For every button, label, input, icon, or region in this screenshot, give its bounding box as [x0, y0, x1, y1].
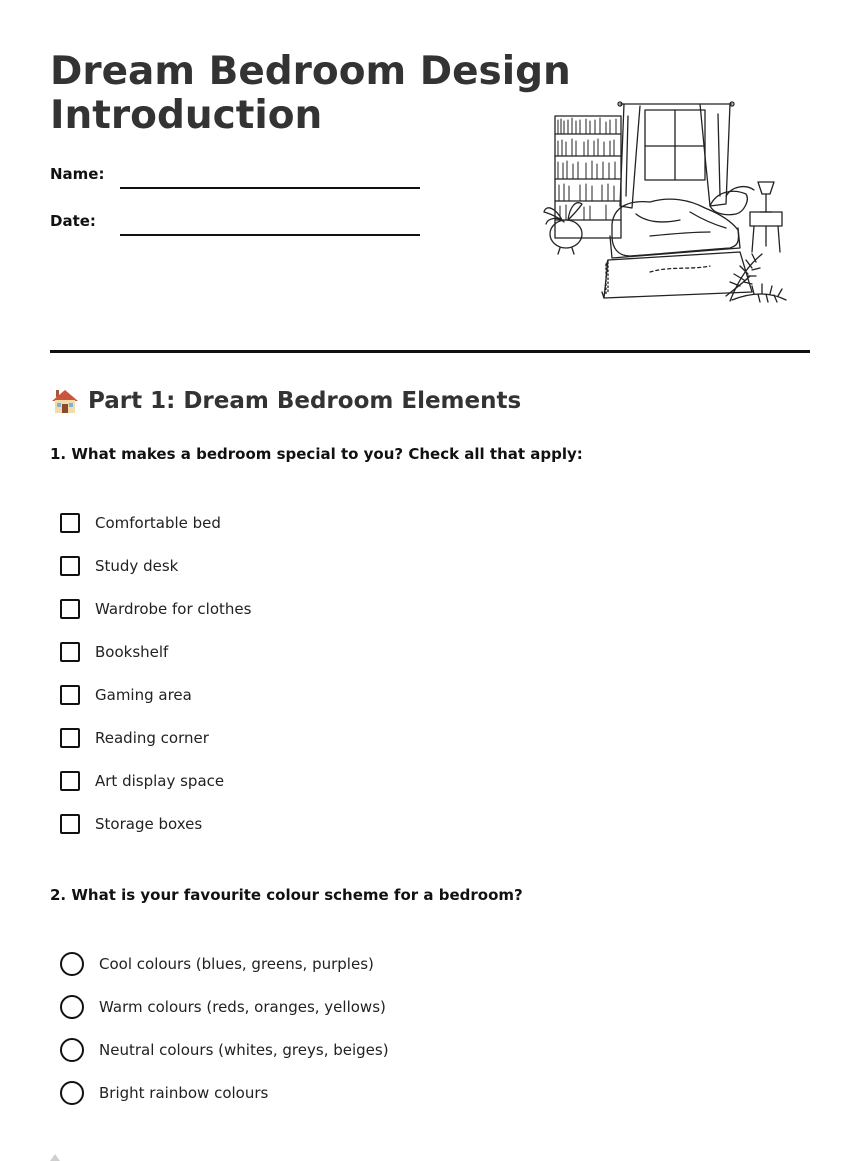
checkbox[interactable]	[60, 685, 80, 705]
radio-label: Cool colours (blues, greens, purples)	[99, 955, 374, 973]
radio-option[interactable]	[60, 994, 386, 1020]
checkbox-option[interactable]	[60, 682, 192, 708]
page-title-line-2: Introduction	[50, 93, 323, 138]
checkbox-option[interactable]	[60, 811, 202, 837]
radio-button[interactable]	[60, 995, 84, 1019]
page-title-line-1: Dream Bedroom Design	[50, 49, 571, 94]
partial-icon	[48, 1153, 62, 1161]
checkbox[interactable]	[60, 771, 80, 791]
radio-label: Bright rainbow colours	[99, 1084, 269, 1102]
checkbox[interactable]	[60, 599, 80, 619]
name-label: Name:	[50, 165, 105, 183]
checkbox-option[interactable]	[60, 510, 221, 536]
checkbox-option[interactable]	[60, 725, 209, 751]
radio-button[interactable]	[60, 1038, 84, 1062]
checkbox-label: Reading corner	[95, 729, 209, 747]
name-field[interactable]	[120, 187, 420, 189]
radio-option[interactable]	[60, 951, 374, 977]
checkbox-option[interactable]	[60, 768, 224, 794]
radio-option[interactable]	[60, 1037, 389, 1063]
checkbox-label: Wardrobe for clothes	[95, 600, 252, 618]
checkbox-option[interactable]	[60, 596, 251, 622]
checkbox-option[interactable]	[60, 553, 178, 579]
bedroom-illustration	[540, 96, 790, 311]
radio-option[interactable]	[60, 1080, 268, 1106]
checkbox-label: Storage boxes	[95, 815, 203, 833]
radio-button[interactable]	[60, 1081, 84, 1105]
checkbox-option[interactable]	[60, 639, 168, 665]
question-1: 1. What makes a bedroom special to you? Check all that apply:	[50, 445, 583, 463]
checkbox[interactable]	[60, 513, 80, 533]
radio-label: Neutral colours (whites, greys, beiges)	[99, 1041, 389, 1059]
checkbox-label: Gaming area	[95, 686, 192, 704]
radio-label: Warm colours (reds, oranges, yellows)	[99, 998, 386, 1016]
checkbox[interactable]	[60, 728, 80, 748]
house-icon	[50, 386, 80, 416]
checkbox[interactable]	[60, 556, 80, 576]
date-label: Date:	[50, 212, 96, 230]
date-field[interactable]	[120, 234, 420, 236]
part-1-heading-text: Part 1: Dream Bedroom Elements	[88, 388, 522, 414]
radio-button[interactable]	[60, 952, 84, 976]
checkbox-label: Study desk	[95, 557, 179, 575]
checkbox[interactable]	[60, 642, 80, 662]
page-title	[50, 49, 571, 138]
header-divider	[50, 350, 810, 353]
question-2: 2. What is your favourite colour scheme for a bedroom?	[50, 886, 523, 904]
part-1-heading	[50, 386, 521, 416]
checkbox-label: Art display space	[95, 772, 225, 790]
checkbox[interactable]	[60, 814, 80, 834]
checkbox-label: Comfortable bed	[95, 514, 221, 532]
checkbox-label: Bookshelf	[95, 643, 169, 661]
